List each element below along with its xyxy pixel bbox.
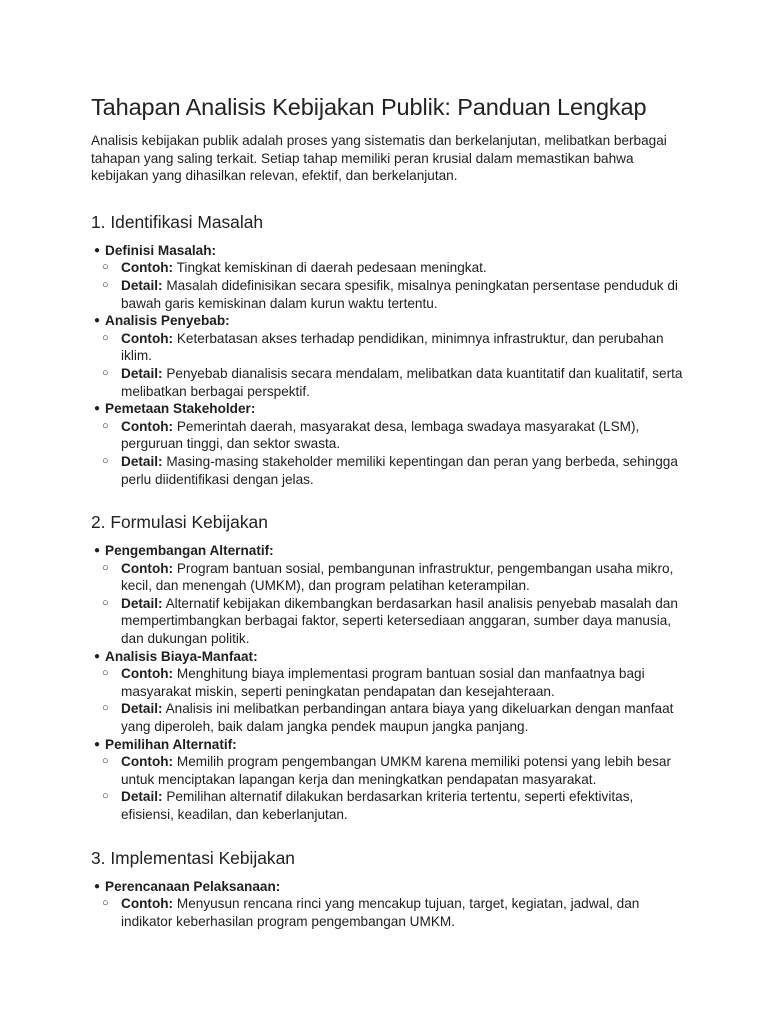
list-item (94, 400, 688, 488)
sub-item-key: Contoh: (121, 418, 174, 434)
sub-item-text: Penyebab dianalisis secara mendalam, melibatkan data kuantitatif dan kualitatif, serta melibatkan berbagai perspektif. (121, 365, 683, 399)
sub-list-item (102, 259, 688, 277)
sub-item-key: Detail: (121, 453, 163, 469)
filled-bullet-icon: ● (94, 545, 101, 557)
hollow-bullet-icon: ○ (102, 596, 109, 609)
sub-item-key: Contoh: (121, 896, 174, 912)
list-item (94, 242, 688, 312)
hollow-bullet-icon: ○ (102, 366, 109, 379)
sub-list-item (102, 453, 688, 488)
sub-item-text: Masing-masing stakeholder memiliki kepentingan dan peran yang berbeda, sehingga perlu diidentifikasi dengan jelas. (121, 453, 678, 487)
sub-item-key: Contoh: (121, 560, 174, 576)
sub-list-item (102, 665, 688, 700)
section-2 (91, 511, 688, 824)
sub-item-text: Memilih program pengembangan UMKM karena memiliki potensi yang lebih besar untuk menciptakan lapangan kerja dan meningkatkan pendapatan masyarakat. (121, 754, 672, 787)
document-title: Tahapan Analisis Kebijakan Publik: Panduan Lengkap (91, 94, 647, 120)
sub-item-text: Tingkat kemiskinan di daerah pedesaan meningkat. (173, 260, 487, 276)
item-label: Perencanaan Pelaksanaan: (105, 878, 281, 894)
list-item (94, 648, 688, 736)
list-item (94, 878, 688, 931)
sub-item-key: Contoh: (121, 260, 174, 276)
hollow-bullet-icon: ○ (102, 702, 109, 715)
filled-bullet-icon: ● (94, 244, 101, 256)
sub-item-text: Pemilihan alternatif dilakukan berdasarkan kriteria tertentu, seperti efektivitas, efisiensi, keadilan, dan keberlanjutan. (121, 789, 634, 822)
item-label: Definisi Masalah: (105, 242, 217, 258)
section-heading: 2. Formulasi Kebijakan (91, 512, 268, 533)
sub-list-item (102, 753, 688, 788)
intro-paragraph: Analisis kebijakan publik adalah proses yang sistematis dan berkelanjutan, melibatkan berbagai tahapan yang saling terkait. Setiap tahap memiliki peran krusial dalam memastikan bahwa kebijakan yang dihasilkan relevan, efektif, dan berkelanjutan. (91, 133, 667, 184)
hollow-bullet-icon: ○ (102, 278, 109, 291)
sub-bullet-list (102, 753, 688, 823)
sub-item-text: Masalah didefinisikan secara spesifik, misalnya peningkatan persentase penduduk di bawah garis kemiskinan dalam kurun waktu tertentu. (121, 277, 678, 311)
sub-bullet-list (102, 665, 688, 735)
hollow-bullet-icon: ○ (102, 897, 109, 910)
hollow-bullet-icon: ○ (102, 561, 109, 574)
sub-item-text: Program bantuan sosial, pembangunan infrastruktur, pengembangan usaha mikro, kecil, dan menengah (UMKM), dan program pelatihan keterampilan. (121, 560, 674, 594)
section-heading: 1. Identifikasi Masalah (91, 211, 264, 232)
sub-list-item (102, 788, 688, 823)
hollow-bullet-icon: ○ (102, 755, 109, 768)
sub-list-item (102, 560, 688, 595)
section-3 (91, 847, 688, 931)
sub-list-item (102, 895, 688, 930)
sub-item-text: Menyusun rencana rinci yang mencakup tujuan, target, kegiatan, jadwal, dan indikator keberhasilan program pengembangan UMKM. (121, 896, 640, 929)
hollow-bullet-icon: ○ (102, 790, 109, 803)
sub-item-key: Detail: (121, 365, 163, 381)
sub-list-item (102, 700, 688, 735)
bullet-list (91, 542, 688, 824)
bullet-list (91, 878, 688, 931)
item-label: Analisis Biaya-Manfaat: (105, 648, 258, 664)
sub-bullet-list (102, 259, 688, 312)
sub-list-item (102, 418, 688, 453)
section-1 (91, 211, 688, 488)
sub-item-text: Menghitung biaya implementasi program bantuan sosial dan manfaatnya bagi masyarakat miskin, seperti peningkatan pendapatan dan kesejahteraan. (121, 666, 645, 699)
sections-container (91, 211, 688, 931)
sub-item-key: Contoh: (121, 330, 174, 346)
sub-item-key: Detail: (121, 595, 163, 611)
sub-list-item (102, 277, 688, 312)
item-label: Pemetaan Stakeholder: (105, 401, 256, 417)
sub-bullet-list (102, 895, 688, 930)
sub-bullet-list (102, 560, 688, 648)
sub-item-text: Analisis ini melibatkan perbandingan antara biaya yang dikeluarkan dengan manfaat yang diperoleh, baik dalam jangka pendek maupun jangka panjang. (121, 701, 674, 735)
list-item (94, 736, 688, 824)
sub-item-text: Keterbatasan akses terhadap pendidikan, minimnya infrastruktur, dan perubahan iklim. (121, 330, 664, 364)
sub-list-item (102, 595, 688, 648)
bullet-list (91, 242, 688, 488)
sub-list-item (102, 365, 688, 400)
hollow-bullet-icon: ○ (102, 261, 109, 274)
sub-bullet-list (102, 418, 688, 488)
filled-bullet-icon: ● (94, 403, 101, 415)
sub-item-text: Alternatif kebijakan dikembangkan berdasarkan hasil analisis penyebab masalah dan mempertimbangkan berbagai faktor, seperti ketersediaan anggaran, sumber daya manusia, dan dukungan politik. (121, 595, 678, 647)
filled-bullet-icon: ● (94, 315, 101, 327)
section-heading: 3. Implementasi Kebijakan (91, 847, 295, 868)
hollow-bullet-icon: ○ (102, 331, 109, 344)
sub-item-key: Contoh: (121, 666, 174, 682)
filled-bullet-icon: ● (94, 880, 101, 892)
hollow-bullet-icon: ○ (102, 667, 109, 680)
sub-bullet-list (102, 330, 688, 400)
sub-list-item (102, 330, 688, 365)
hollow-bullet-icon: ○ (102, 419, 109, 432)
sub-item-key: Detail: (121, 789, 163, 805)
item-label: Analisis Penyebab: (105, 313, 230, 329)
list-item (94, 312, 688, 400)
sub-item-text: Pemerintah daerah, masyarakat desa, lembaga swadaya masyarakat (LSM), perguruan tinggi, dan sektor swasta. (121, 418, 640, 452)
filled-bullet-icon: ● (94, 650, 101, 662)
filled-bullet-icon: ● (94, 738, 101, 750)
sub-item-key: Detail: (121, 701, 163, 717)
hollow-bullet-icon: ○ (102, 454, 109, 467)
item-label: Pengembangan Alternatif: (105, 543, 274, 559)
sub-item-key: Contoh: (121, 754, 174, 770)
list-item (94, 542, 688, 648)
item-label: Pemilihan Alternatif: (105, 736, 237, 752)
sub-item-key: Detail: (121, 277, 163, 293)
